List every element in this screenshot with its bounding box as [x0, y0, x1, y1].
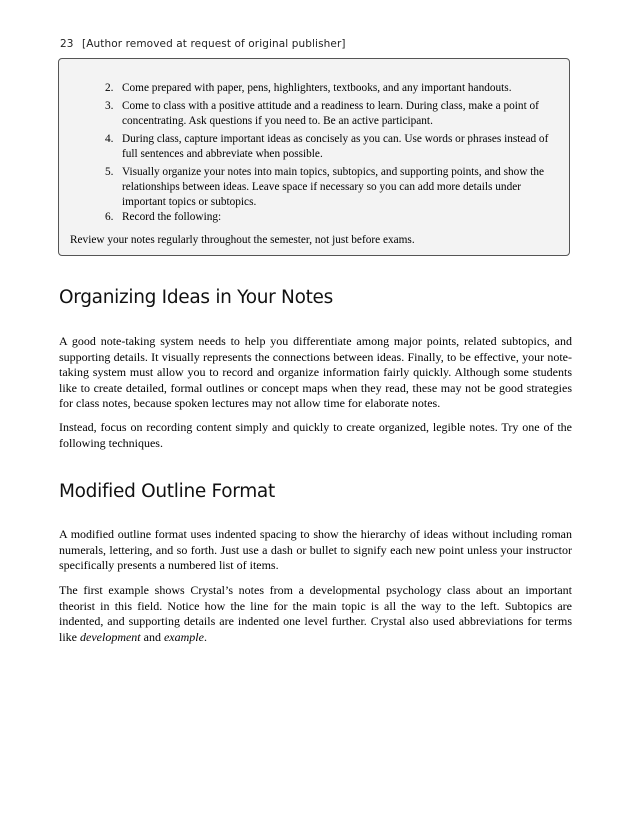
list-item: 4. During class, capture important ideas as concisely as you can. Use words or phrases instead of full sentences and abbreviate when possible.	[105, 133, 549, 160]
paragraph: The first example shows Crystal’s notes from a developmental psychology class about an important theorist in this field. Notice how the line for the main topic is all the way to the left. Subtopics are indented, and supporting details are indented one level further. Crystal also used abbreviations for terms like development and example.	[59, 583, 572, 644]
paragraph: A modified outline format uses indented spacing to show the hierarchy of ideas without including roman numerals, lettering, and so forth. Just use a dash or bullet to signify each new point unless your instructor specifically presents a numbered list of items.	[59, 527, 572, 572]
term-development: development	[80, 629, 141, 644]
list-item: 5. Visually organize your notes into main topics, subtopics, and supporting points, and show the relationships between ideas. Leave space if necessary so you can add more details under important topics or subtopics.	[105, 166, 545, 208]
list-item: 3. Come to class with a positive attitude and a readiness to learn. During class, make a point of concentrating. Ask questions if you need to. Be an active participant.	[105, 100, 539, 127]
tips-box	[58, 58, 570, 256]
page-header	[60, 38, 346, 50]
review-note: Review your notes regularly throughout the semester, not just before exams.	[70, 234, 415, 246]
paragraph: Instead, focus on recording content simply and quickly to create organized, legible notes. Try one of the following techniques.	[59, 420, 572, 450]
paragraph: A good note-taking system needs to help you differentiate among major points, related subtopics, and supporting details. It visually represents the connections between ideas. Finally, to be effective, your note-taking system must allow you to record and organize information fairly quickly. Although some students like to create detailed, formal outlines or concept maps when they read, these may not be good strategies for class notes, because spoken lectures may not allow time for elaborate notes.	[59, 334, 572, 410]
page-number: 23	[60, 38, 74, 50]
attribution-note: [Author removed at request of original publisher]	[82, 38, 346, 50]
section-heading-organizing: Organizing Ideas in Your Notes	[59, 287, 333, 308]
list-item: 6. Record the following:	[105, 211, 222, 223]
term-example: example	[163, 629, 204, 644]
section-heading-modified-outline: Modified Outline Format	[59, 481, 275, 502]
list-item: 2. Come prepared with paper, pens, highlighters, textbooks, and any important handouts.	[105, 82, 512, 94]
